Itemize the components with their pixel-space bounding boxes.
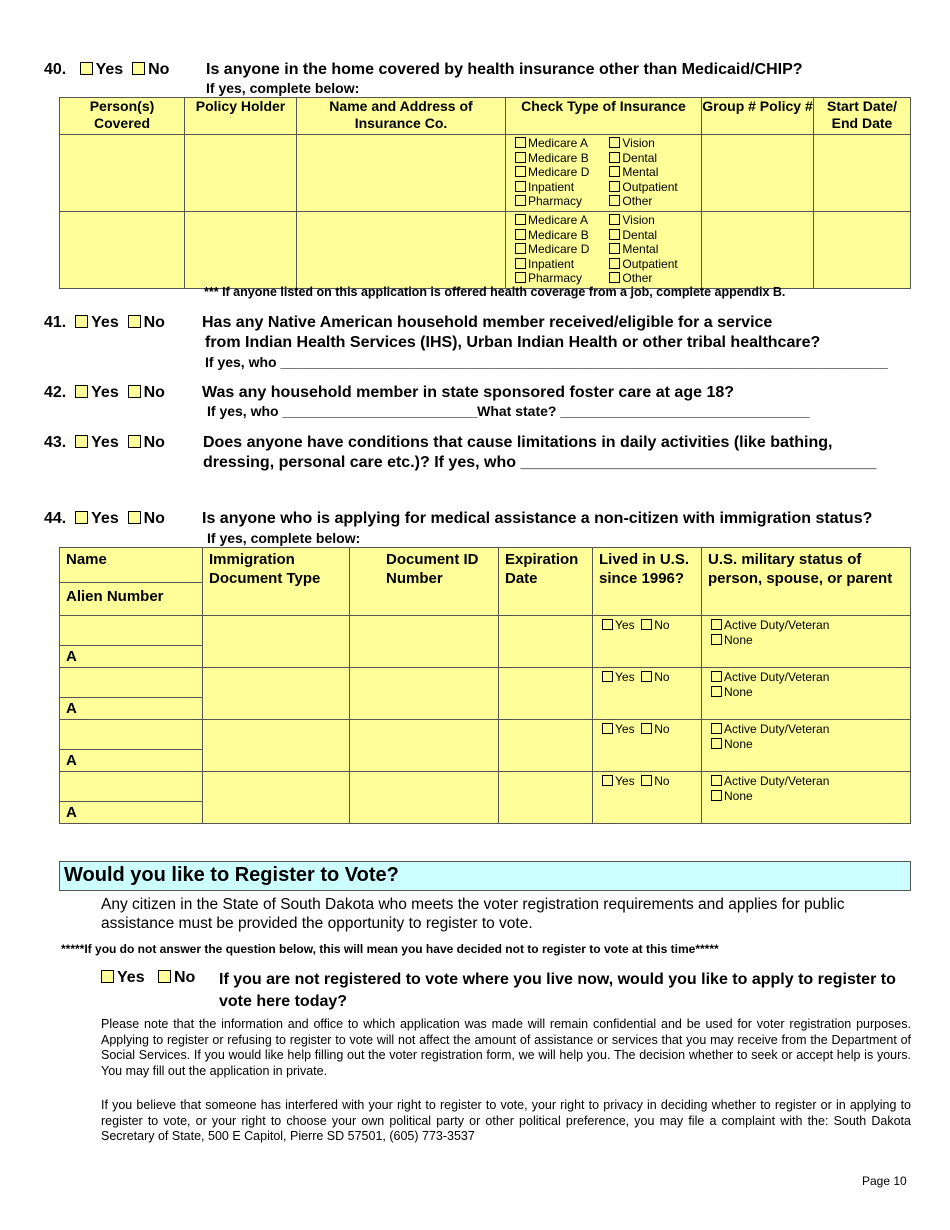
option-label: Other: [622, 194, 653, 208]
doc-id-field[interactable]: [350, 772, 499, 824]
exp-header: Expiration Date: [499, 548, 593, 616]
no-label: No: [148, 61, 170, 78]
option-label: Medicare B: [528, 150, 589, 165]
checkbox[interactable]: [515, 137, 526, 148]
checkbox[interactable]: [609, 258, 620, 269]
cell[interactable]: [185, 212, 297, 289]
option-label: Dental: [622, 150, 658, 165]
insurance-type-option[interactable]: [609, 228, 677, 243]
option-label: Outpatient: [622, 179, 678, 194]
none-checkbox[interactable]: [711, 738, 722, 749]
yes-label: Yes: [615, 722, 635, 736]
q42-yes-checkbox[interactable]: [75, 385, 88, 398]
alien-number-field[interactable]: [60, 698, 202, 719]
table-row: [60, 135, 911, 212]
col-header: Start Date/ End Date: [814, 98, 911, 135]
question-number: 41.: [44, 314, 67, 331]
vote-yes-checkbox[interactable]: [101, 970, 114, 983]
checkbox[interactable]: [609, 181, 620, 192]
q40: [44, 61, 169, 79]
doc-id-field[interactable]: [350, 616, 499, 668]
active-duty-checkbox[interactable]: [711, 723, 722, 734]
insurance-type-option[interactable]: [609, 257, 677, 272]
yes-label: Yes: [91, 434, 119, 451]
active-duty-checkbox[interactable]: [711, 775, 722, 786]
col-header: Name and Address of Insurance Co.: [297, 98, 506, 135]
alien-prefix: A: [66, 752, 77, 769]
q40-text: Is anyone in the home covered by health insurance other than Medicaid/CHIP?: [206, 61, 803, 78]
exp-date-field[interactable]: [499, 720, 593, 772]
no-label: No: [654, 774, 670, 788]
vote-section-title: Would you like to Register to Vote?: [59, 861, 911, 891]
appendix-note: *** If anyone listed on this application is offered health coverage from a job, complete appendix B.: [204, 285, 786, 299]
q40-yes-checkbox[interactable]: [80, 62, 93, 75]
option-label: Active Duty/Veteran: [724, 774, 830, 788]
doc-type-header: Immigration Document Type: [203, 548, 350, 616]
q40-no-checkbox[interactable]: [132, 62, 145, 75]
none-checkbox[interactable]: [711, 790, 722, 801]
checkbox[interactable]: [515, 258, 526, 269]
name-cell: [60, 668, 203, 720]
yes-label: Yes: [91, 384, 119, 401]
option-label: Active Duty/Veteran: [724, 670, 830, 684]
option-label: None: [724, 737, 753, 751]
insurance-type-option[interactable]: [515, 242, 589, 257]
cell[interactable]: [297, 135, 506, 212]
type-cell: [506, 212, 702, 289]
alien-prefix: A: [66, 700, 77, 717]
insurance-type-option[interactable]: [515, 257, 589, 272]
insurance-type-option[interactable]: [515, 194, 589, 209]
alien-number-field[interactable]: [60, 750, 202, 771]
q44: [44, 510, 165, 528]
yes-label: Yes: [615, 670, 635, 684]
option-label: None: [724, 685, 753, 699]
q41-text-2: from Indian Health Services (IHS), Urban Indian Health or other tribal healthcare?: [205, 334, 821, 351]
active-duty-checkbox[interactable]: [711, 671, 722, 682]
q41-yes-checkbox[interactable]: [75, 315, 88, 328]
no-label: No: [143, 510, 165, 527]
checkbox[interactable]: [609, 166, 620, 177]
option-label: Inpatient: [528, 179, 575, 194]
insurance-type-option[interactable]: [515, 213, 589, 228]
table-row: [60, 720, 911, 772]
name-label: Name: [60, 548, 202, 583]
option-label: Medicare A: [528, 136, 589, 150]
insurance-type-option[interactable]: [609, 151, 677, 166]
option-label: Medicare B: [528, 227, 589, 242]
none-checkbox[interactable]: [711, 686, 722, 697]
checkbox[interactable]: [515, 214, 526, 225]
yes-label: Yes: [91, 510, 119, 527]
insurance-type-option[interactable]: [515, 180, 589, 195]
q42-who-field[interactable]: If yes, who _________________________What state? ________________________________: [207, 403, 810, 419]
col-header: Check Type of Insurance: [506, 98, 702, 135]
q42-text: Was any household member in state sponsored foster care at age 18?: [202, 384, 735, 401]
question-number: 40.: [44, 61, 67, 78]
option-label: Active Duty/Veteran: [724, 618, 830, 632]
doc-id-field[interactable]: [350, 668, 499, 720]
alien-prefix: A: [66, 648, 77, 665]
q43-no-checkbox[interactable]: [128, 435, 141, 448]
option-label: Dental: [622, 227, 658, 242]
checkbox[interactable]: [515, 229, 526, 240]
cell[interactable]: [60, 212, 185, 289]
alien-number-field[interactable]: [60, 802, 202, 823]
checkbox[interactable]: [609, 243, 620, 254]
col-header: Group # Policy #: [702, 98, 814, 135]
table-row: [60, 616, 911, 668]
alien-number-field[interactable]: [60, 646, 202, 667]
exp-date-field[interactable]: [499, 616, 593, 668]
q43-yes-checkbox[interactable]: [75, 435, 88, 448]
military-cell: [702, 616, 911, 668]
doc-type-field[interactable]: [203, 668, 350, 720]
name-field[interactable]: [60, 720, 202, 750]
military-cell: [702, 720, 911, 772]
lived-cell: [593, 772, 702, 824]
option-label: Vision: [622, 136, 655, 150]
vote-warning: *****If you do not answer the question below, this will mean you have decided not to register to vote at this time*****: [61, 942, 719, 956]
checkbox[interactable]: [515, 243, 526, 254]
option-label: Inpatient: [528, 256, 575, 271]
q42-no-checkbox[interactable]: [128, 385, 141, 398]
yes-label: Yes: [615, 618, 635, 632]
lived-cell: [593, 668, 702, 720]
no-label: No: [654, 618, 670, 632]
insurance-type-option[interactable]: [609, 213, 677, 228]
table-row: [60, 212, 911, 289]
checkbox[interactable]: [609, 137, 620, 148]
q44-followup: If yes, complete below:: [207, 530, 361, 546]
option-label: Medicare D: [528, 165, 590, 179]
name-field[interactable]: [60, 616, 202, 646]
name-cell: [60, 616, 203, 668]
cell[interactable]: [297, 212, 506, 289]
checkbox[interactable]: [515, 181, 526, 192]
option-label: Medicare A: [528, 213, 589, 227]
no-label: No: [143, 314, 165, 331]
table-row: [60, 772, 911, 824]
active-duty-checkbox[interactable]: [711, 619, 722, 630]
q43-who-field[interactable]: dressing, personal care etc.)? If yes, who ________________________________________: [203, 454, 877, 471]
insurance-type-option[interactable]: [515, 151, 589, 166]
option-label: Outpatient: [622, 256, 678, 271]
q41-no-checkbox[interactable]: [128, 315, 141, 328]
q40-followup: If yes, complete below:: [206, 80, 360, 96]
q41-who-field[interactable]: If yes, who ______________________________________________________________________________: [205, 354, 888, 370]
checkbox[interactable]: [515, 166, 526, 177]
alien-label: Alien Number: [66, 588, 164, 605]
question-number: 43.: [44, 434, 67, 451]
confidentiality-notice: Please note that the information and office to which application was made will remain confidential and be used for voter registration purposes. Applying to register or refusing to register to vote will not affect the amount of assistance or services that you may receive from the Department of Social Services. If you would like help filling out the voter registration form, we will help you. The decision whether to seek or accept help is yours. You may fill out the application in private.: [101, 1017, 911, 1078]
cell[interactable]: [60, 135, 185, 212]
q41-text: Has any Native American household member received/eligible for a service: [202, 314, 773, 331]
no-label: No: [654, 670, 670, 684]
checkbox[interactable]: [609, 195, 620, 206]
cell[interactable]: [814, 212, 911, 289]
no-label: No: [143, 434, 165, 451]
cell[interactable]: [702, 135, 814, 212]
insurance-type-option[interactable]: [609, 136, 677, 151]
type-cell: [506, 135, 702, 212]
lived-no-checkbox[interactable]: [641, 619, 652, 630]
col-header: Policy Holder: [185, 98, 297, 135]
option-label: Pharmacy: [528, 271, 583, 285]
question-number: 44.: [44, 510, 67, 527]
checkbox[interactable]: [515, 152, 526, 163]
complaint-notice: If you believe that someone has interfered with your right to register to vote, your right to privacy in deciding whether to register or in applying to register to vote, or your right to choose your own political party or other political preference, you may file a complaint with the: South Dakota Secretary of State, 500 E Capitol, Pierre SD 57501, (605) 773-3537: [101, 1098, 911, 1143]
no-label: No: [143, 384, 165, 401]
lived-no-checkbox[interactable]: [641, 671, 652, 682]
lived-yes-checkbox[interactable]: [602, 671, 613, 682]
name-field[interactable]: [60, 772, 202, 802]
q43: [44, 434, 165, 452]
name-field[interactable]: [60, 668, 202, 698]
no-label: No: [654, 722, 670, 736]
insurance-table: [59, 97, 911, 289]
option-label: Vision: [622, 213, 655, 227]
name-cell: [60, 720, 203, 772]
doc-id-field[interactable]: [350, 720, 499, 772]
option-label: Active Duty/Veteran: [724, 722, 830, 736]
insurance-type-option[interactable]: [515, 136, 589, 151]
insurance-type-option[interactable]: [609, 180, 677, 195]
q44-text: Is anyone who is applying for medical assistance a non-citizen with immigration status?: [202, 510, 873, 527]
option-label: Pharmacy: [528, 194, 583, 208]
no-label: No: [173, 969, 196, 986]
option-label: None: [724, 789, 753, 803]
q41: [44, 314, 165, 332]
option-label: Mental: [622, 242, 659, 256]
checkbox[interactable]: [609, 152, 620, 163]
option-label: None: [724, 633, 753, 647]
vote-intro: Any citizen in the State of South Dakota who meets the voter registration requirements and applies for public assistance must be provided the opportunity to register to vote.: [101, 896, 845, 932]
page-number: Page 10: [862, 1174, 907, 1188]
cell[interactable]: [814, 135, 911, 212]
q44-yes-checkbox[interactable]: [75, 511, 88, 524]
lived-cell: [593, 616, 702, 668]
military-header: U.S. military status of person, spouse, or parent: [702, 548, 911, 616]
question-number: 42.: [44, 384, 67, 401]
yes-label: Yes: [95, 61, 124, 78]
immigration-table: [59, 547, 911, 824]
cell[interactable]: [185, 135, 297, 212]
yes-label: Yes: [91, 314, 119, 331]
lived-yes-checkbox[interactable]: [602, 619, 613, 630]
insurance-type-option[interactable]: [609, 194, 677, 209]
vote-no-checkbox[interactable]: [158, 970, 171, 983]
lived-no-checkbox[interactable]: [641, 775, 652, 786]
lived-no-checkbox[interactable]: [641, 723, 652, 734]
q42: [44, 384, 165, 402]
insurance-type-option[interactable]: [515, 165, 589, 180]
checkbox[interactable]: [515, 272, 526, 283]
cell[interactable]: [702, 212, 814, 289]
yes-label: Yes: [615, 774, 635, 788]
alien-prefix: A: [66, 804, 77, 821]
col-header: Person(s) Covered: [60, 98, 185, 135]
insurance-type-option[interactable]: [609, 271, 677, 286]
checkbox[interactable]: [515, 195, 526, 206]
military-cell: [702, 668, 911, 720]
exp-date-field[interactable]: [499, 772, 593, 824]
lived-yes-checkbox[interactable]: [602, 723, 613, 734]
lived-header: Lived in U.S. since 1996?: [593, 548, 702, 616]
insurance-type-option[interactable]: [515, 228, 589, 243]
q44-no-checkbox[interactable]: [128, 511, 141, 524]
lived-yes-checkbox[interactable]: [602, 775, 613, 786]
option-label: Other: [622, 271, 653, 285]
option-label: Mental: [622, 165, 659, 179]
vote-question: If you are not registered to vote where you live now, would you like to apply to register to vote here today?: [219, 971, 896, 1010]
insurance-type-option[interactable]: [609, 165, 677, 180]
checkbox[interactable]: [609, 214, 620, 225]
lived-cell: [593, 720, 702, 772]
doc-type-field[interactable]: [203, 772, 350, 824]
table-row: [60, 668, 911, 720]
option-label: Medicare D: [528, 242, 590, 256]
doc-id-header: Document ID Number: [350, 548, 499, 616]
doc-type-field[interactable]: [203, 616, 350, 668]
none-checkbox[interactable]: [711, 634, 722, 645]
vote-options: [101, 969, 195, 987]
insurance-type-option[interactable]: [609, 242, 677, 257]
insurance-type-option[interactable]: [515, 271, 589, 286]
name-cell: [60, 772, 203, 824]
exp-date-field[interactable]: [499, 668, 593, 720]
name-header: [60, 548, 203, 616]
checkbox[interactable]: [609, 272, 620, 283]
doc-type-field[interactable]: [203, 720, 350, 772]
checkbox[interactable]: [609, 229, 620, 240]
yes-label: Yes: [117, 969, 145, 986]
military-cell: [702, 772, 911, 824]
q43-text: Does anyone have conditions that cause limitations in daily activities (like bathing,: [203, 434, 833, 451]
